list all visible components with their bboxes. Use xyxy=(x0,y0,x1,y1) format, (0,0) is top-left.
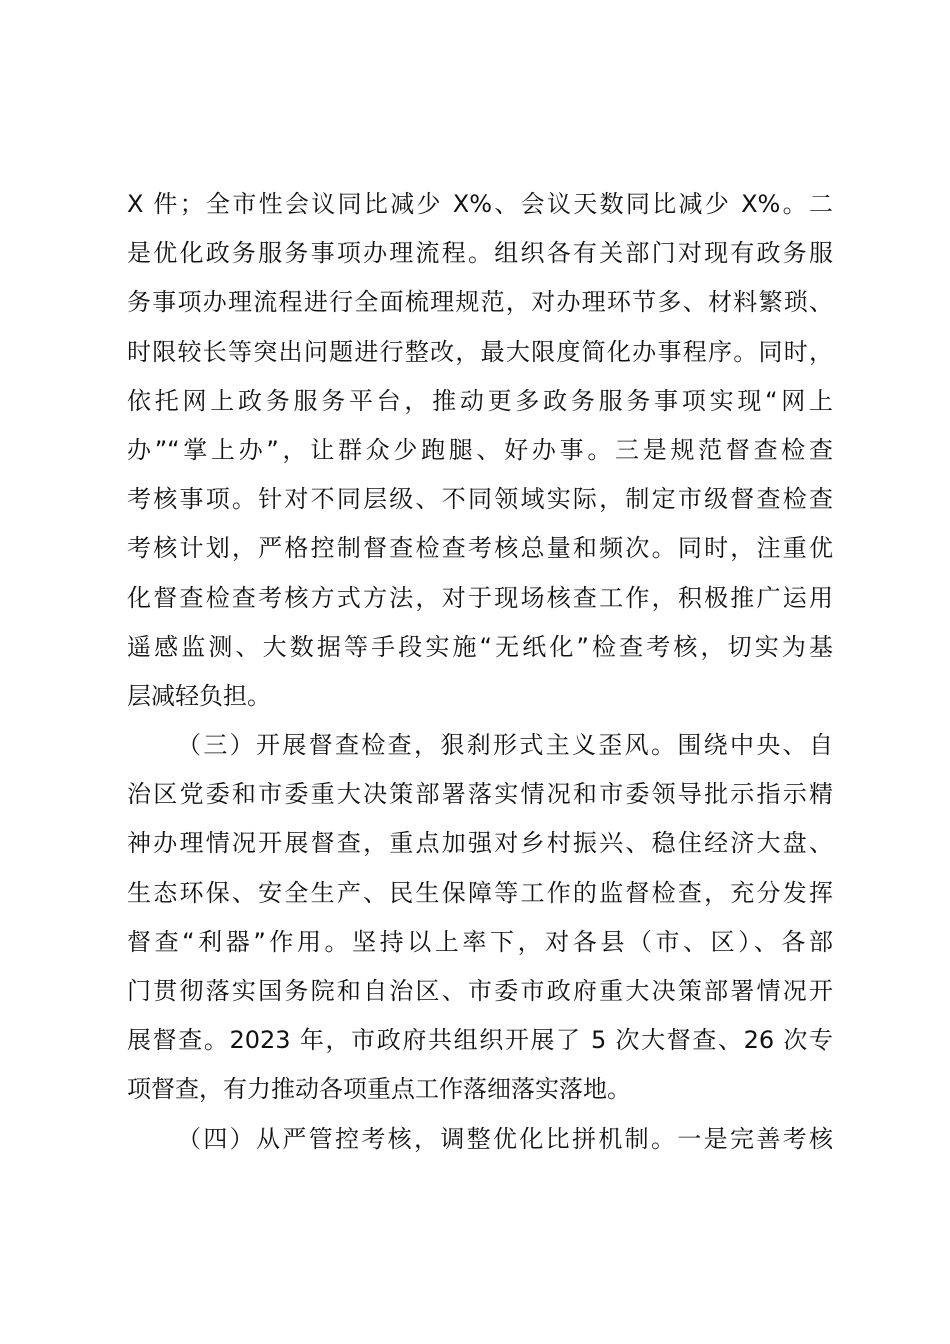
text-line: 展督查。2023 年，市政府共组织开展了 5 次大督查、26 次专 xyxy=(127,1026,833,1055)
text-line: 考核事项。针对不同层级、不同领域实际，制定市级督查检查 xyxy=(127,485,833,514)
text-line: 神办理情况开展督查，重点加强对乡村振兴、稳住经济大盘、 xyxy=(127,829,833,858)
text-line: 务事项办理流程进行全面梳理规范，对办理环节多、材料繁琐、 xyxy=(127,288,833,317)
text-line: 是优化政务服务事项办理流程。组织各有关部门对现有政务服 xyxy=(127,239,833,268)
text-line: 生态环保、安全生产、民生保障等工作的监督检查，充分发挥 xyxy=(127,878,833,907)
text-line: 依托网上政务服务平台，推动更多政务服务事项实现“网上 xyxy=(127,386,833,415)
document-body xyxy=(127,180,833,1164)
text-line: 考核计划，严格控制督查检查考核总量和频次。同时，注重优 xyxy=(127,534,833,563)
text-line: 门贯彻落实国务院和自治区、市委市政府重大决策部署情况开 xyxy=(127,977,833,1005)
text-line: X 件；全市性会议同比减少 X%、会议天数同比减少 X%。二 xyxy=(127,190,833,218)
text-line: 遥感监测、大数据等手段实施“无纸化”检查考核，切实为基 xyxy=(127,632,833,661)
text-line: 办”“掌上办”，让群众少跑腿、好办事。三是规范督查检查 xyxy=(127,435,833,464)
text-line: 化督查检查考核方式方法，对于现场核查工作，积极推广运用 xyxy=(127,583,833,612)
text-line: 时限较长等突出问题进行整改，最大限度简化办事程序。同时， xyxy=(127,337,833,366)
paragraph-end-line: 项督查，有力推动各项重点工作落细落实落地。 xyxy=(127,1075,631,1104)
text-line: 督查“利器”作用。坚持以上率下，对各县（市、区）、各部 xyxy=(127,927,833,956)
text-line: 治区党委和市委重大决策部署落实情况和市委领导批示指示精 xyxy=(127,780,833,809)
section-heading-line: （三）开展督查检查，狠刹形式主义歪风。围绕中央、自 xyxy=(177,731,833,760)
paragraph-end-line: 层减轻负担。 xyxy=(127,681,271,710)
section-heading-line: （四）从严管控考核，调整优化比拼机制。一是完善考核 xyxy=(177,1124,833,1153)
